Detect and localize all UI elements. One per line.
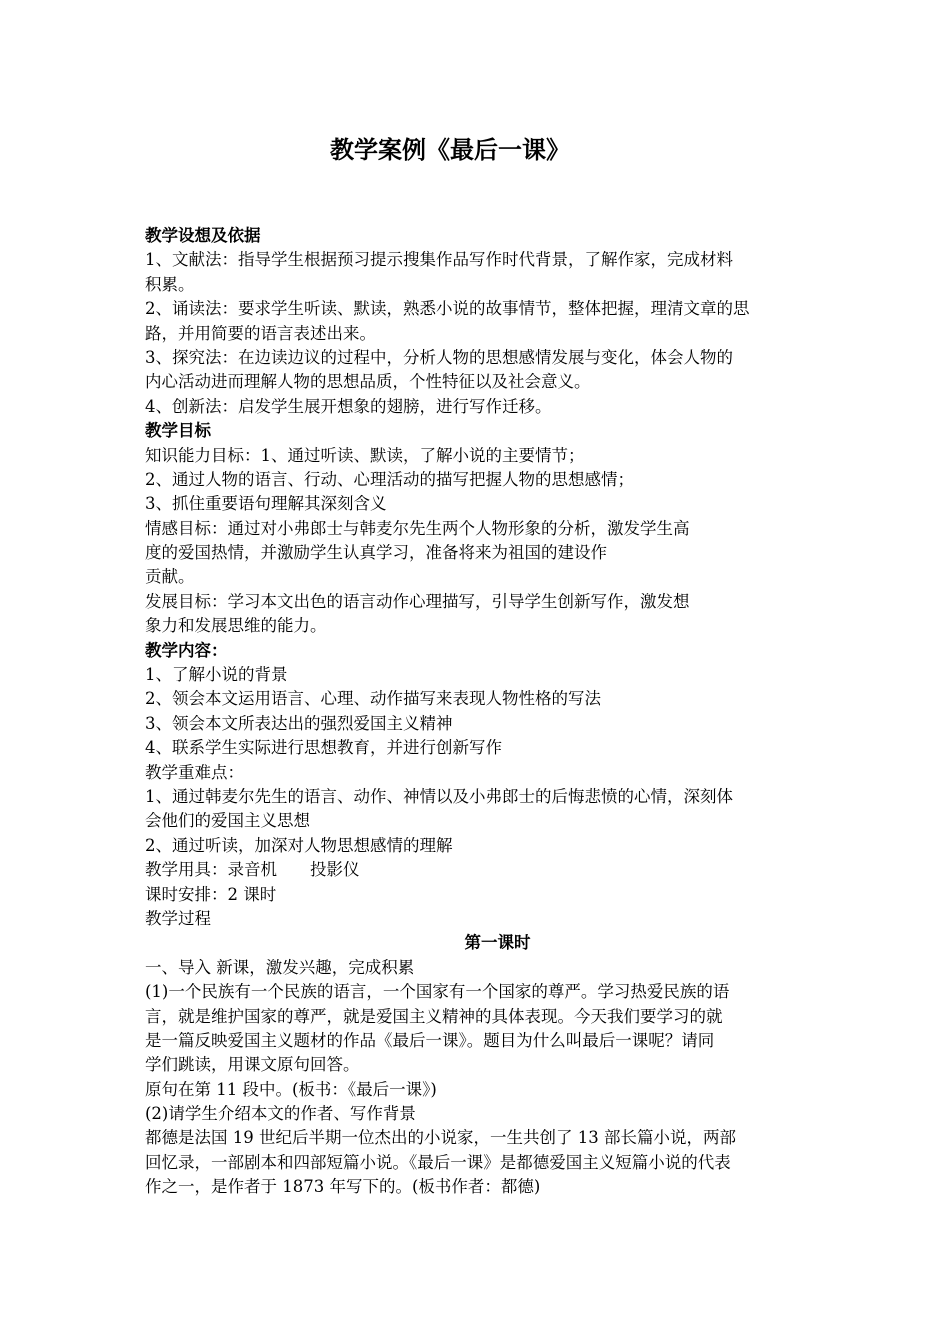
document-body [145, 224, 810, 1200]
text-line: 2、通过人物的语言、行动、心理活动的描写把握人物的思想感情； [145, 469, 634, 489]
text-line: 言，就是维护国家的尊严，就是爱国主义精神的具体表现。今天我们要学习的就 [145, 1006, 723, 1026]
document-title: 教学案例《最后一课》 [330, 135, 570, 164]
text-line: 1、文献法：指导学生根据预习提示搜集作品写作时代背景，了解作家，完成材料 [145, 250, 733, 270]
text-line: 3、领会本文所表达出的强烈爱国主义精神 [145, 713, 453, 733]
text-line: 1、通过韩麦尔先生的语言、动作、神情以及小弗郎士的后悔悲愤的心情，深刻体 [145, 786, 733, 806]
text-line: 知识能力目标：1、通过听读、默读，了解小说的主要情节； [145, 445, 585, 465]
text-line: 教学重难点： [145, 762, 244, 782]
text-line: 象力和发展思维的能力。 [145, 616, 327, 636]
text-line: 会他们的爱国主义思想 [145, 811, 310, 831]
section-heading: 第一课时 [464, 933, 531, 953]
text-line: 发展目标：学习本文出色的语言动作心理描写，引导学生创新写作，激发想 [145, 591, 690, 611]
section-heading: 教学目标 [145, 421, 211, 441]
section-heading: 教学设想及依据 [145, 226, 261, 245]
text-line: 学们跳读，用课文原句回答。 [145, 1055, 360, 1075]
text-line: 2、通过听读，加深对人物思想感情的理解 [145, 835, 453, 855]
text-line: 情感目标：通过对小弗郎士与韩麦尔先生两个人物形象的分析，激发学生高 [145, 518, 690, 538]
text-line: 3、抓住重要语句理解其深刻含义 [145, 494, 387, 514]
text-line: 课时安排：2 课时 [145, 884, 277, 904]
text-line: 教学过程 [145, 908, 211, 928]
text-line: 内心活动进而理解人物的思想品质，个性特征以及社会意义。 [145, 372, 591, 392]
text-line: 原句在第 11 段中。(板书：《最后一课》) [145, 1079, 437, 1099]
text-line: 回忆录，一部剧本和四部短篇小说。《最后一课》是都德爱国主义短篇小说的代表 [145, 1152, 731, 1172]
text-line: 4、联系学生实际进行思想教育，并进行创新写作 [145, 738, 502, 758]
text-line: 都德是法国 19 世纪后半期一位杰出的小说家，一生共创了 13 部长篇小说，两部 [145, 1128, 736, 1148]
text-line: 作之一，是作者于 1873 年写下的。(板书作者：都德) [145, 1177, 541, 1197]
text-line: 贡献。 [145, 567, 195, 587]
text-line: 教学用具：录音机 投影仪 [145, 860, 360, 880]
text-line: 3、探究法：在边读边议的过程中，分析人物的思想感情发展与变化，体会人物的 [145, 347, 733, 367]
text-line: 积累。 [145, 274, 195, 294]
text-line: (2)请学生介绍本文的作者、写作背景 [145, 1104, 416, 1124]
text-line: 4、创新法：启发学生展开想象的翅膀，进行写作迁移。 [145, 396, 552, 416]
text-line: 2、诵读法：要求学生听读、默读，熟悉小说的故事情节，整体把握，理清文章的思 [145, 299, 750, 319]
text-line: 2、领会本文运用语言、心理、动作描写来表现人物性格的写法 [145, 689, 601, 709]
section-heading: 教学内容： [145, 640, 228, 660]
text-line: 1、了解小说的背景 [145, 665, 288, 685]
text-line: 一、导入 新课，激发兴趣，完成积累 [145, 957, 415, 977]
text-line: 是一篇反映爱国主义题材的作品《最后一课》。题目为什么叫最后一课呢？请同 [145, 1030, 715, 1050]
text-line: 度的爱国热情，并激励学生认真学习，准备将来为祖国的建设作 [145, 543, 607, 563]
text-line: (1)一个民族有一个民族的语言，一个国家有一个国家的尊严。学习热爱民族的语 [145, 982, 730, 1002]
text-line: 路，并用简要的语言表述出来。 [145, 323, 376, 343]
